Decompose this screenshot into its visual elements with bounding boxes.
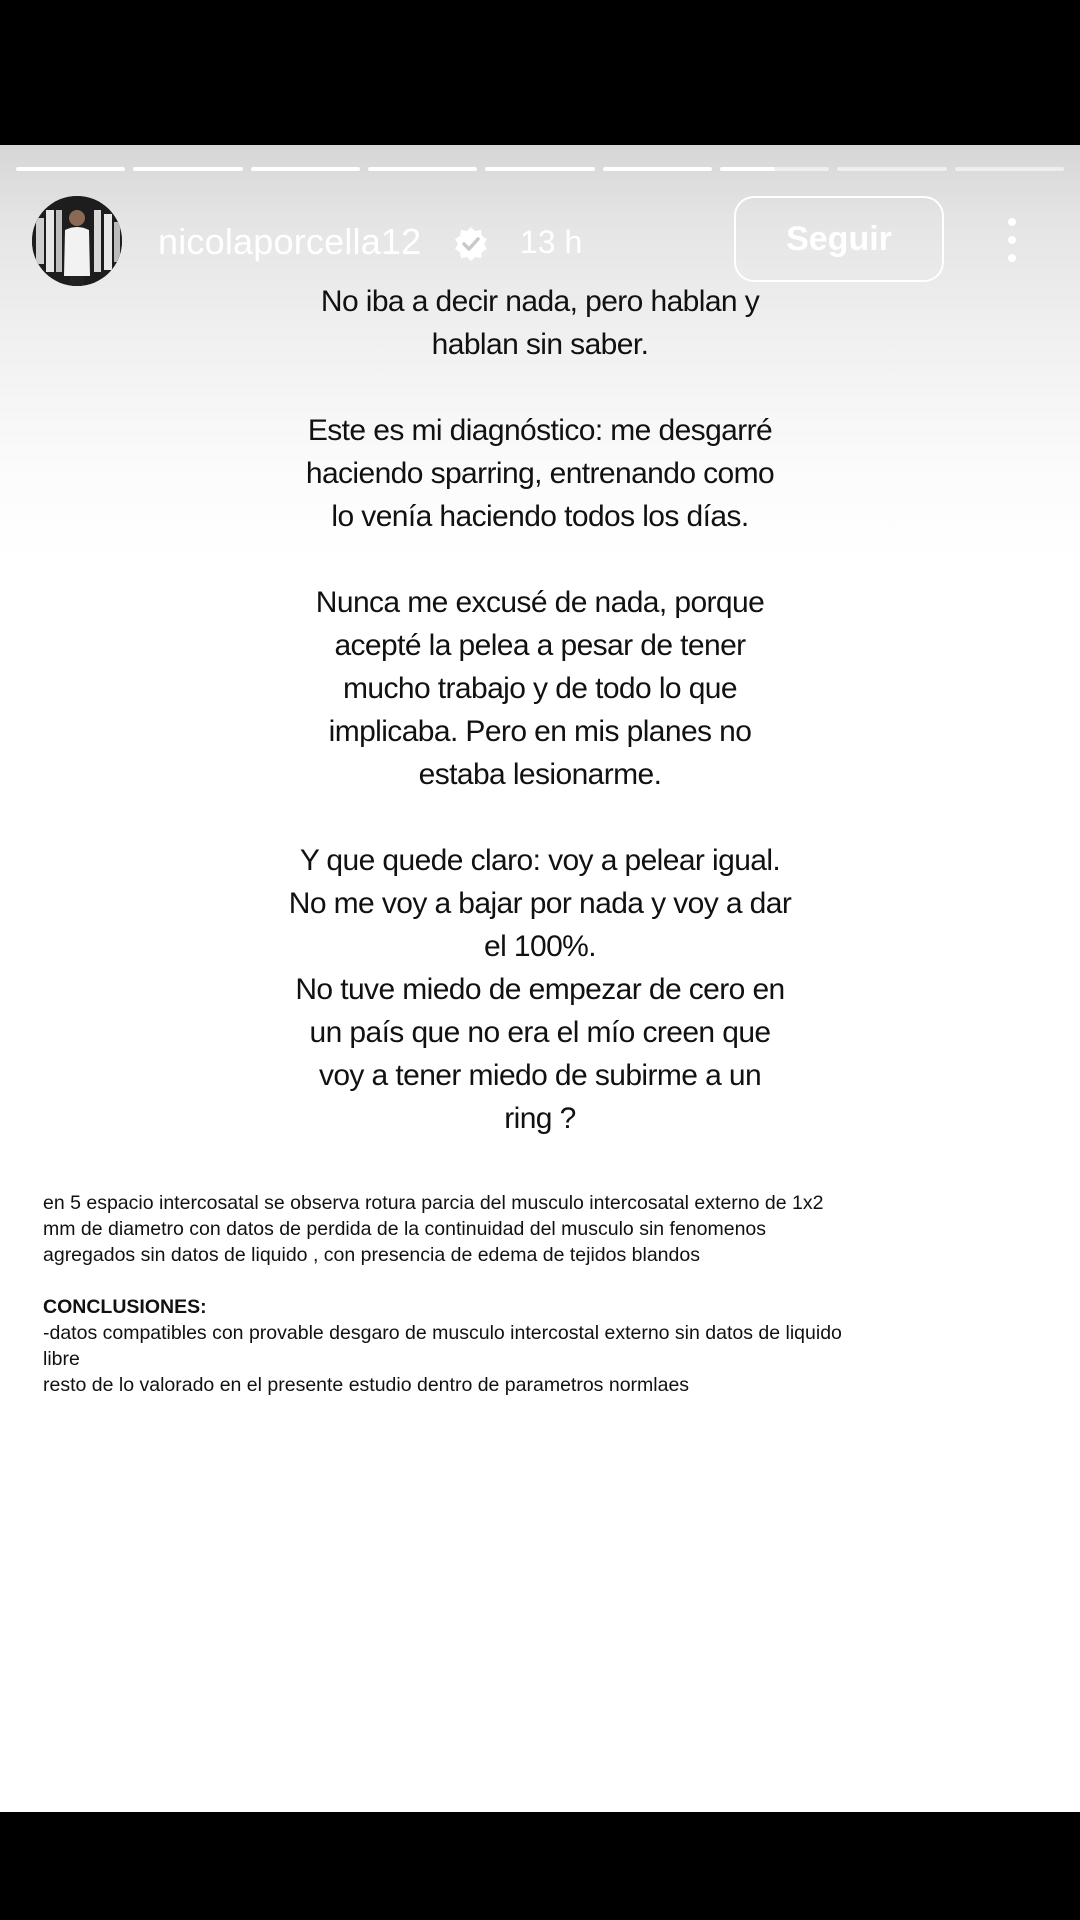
progress-segment xyxy=(603,167,712,171)
bottom-black-bar xyxy=(0,1812,1080,1920)
story-time: 13 h xyxy=(520,224,583,260)
more-vertical-icon[interactable] xyxy=(996,210,1028,270)
progress-segment xyxy=(16,167,125,171)
avatar[interactable] xyxy=(32,196,122,286)
more-dot xyxy=(1008,218,1016,226)
message-paragraph: Este es mi diagnóstico: me desgarré haciendo sparring, entrenando como lo venía haciendo todos los días. xyxy=(305,414,775,533)
more-dot xyxy=(1008,254,1016,262)
message-paragraph: Y que quede claro: voy a pelear igual. No me voy a bajar por nada y voy a dar el 100%. No tuve miedo de empezar de cero en un país que no era el mío creen que voy a tener miedo de subirme a un ring ? xyxy=(288,844,792,1135)
follow-button[interactable]: Seguir xyxy=(734,196,944,282)
message-paragraph: Nunca me excusé de nada, porque acepté la pelea a pesar de tener mucho trabajo y de todo lo que implicaba. Pero en mis planes no estaba lesionarme. xyxy=(315,586,765,791)
progress-segment xyxy=(368,167,477,171)
progress-segment xyxy=(837,167,946,171)
report-conclusions-text: -datos compatibles con provable desgaro de musculo intercostal externo sin datos de liquido libre resto de lo valorado en el presente estudio dentro de parametros normlaes xyxy=(43,1322,842,1396)
progress-segment xyxy=(955,167,1064,171)
report-findings: en 5 espacio intercosatal se observa rotura parcia del musculo intercosatal externo de 1x2 mm de diametro con datos de perdida de la continuidad del musculo sin fenomenos agregados sin datos de liquido , con presencia de edema de tejidos blandos xyxy=(43,1192,824,1266)
progress-segment-current xyxy=(720,167,829,171)
verified-badge-icon xyxy=(452,225,490,263)
username[interactable]: nicolaporcella12 xyxy=(158,221,422,262)
message-paragraph: No iba a decir nada, pero hablan y hablan sin saber. xyxy=(320,285,760,361)
story-progress-bar xyxy=(16,167,1064,171)
progress-segment xyxy=(251,167,360,171)
more-dot xyxy=(1008,236,1016,244)
progress-segment xyxy=(485,167,594,171)
progress-segment xyxy=(133,167,242,171)
report-conclusions-heading: CONCLUSIONES: xyxy=(43,1296,207,1318)
top-black-bar xyxy=(0,0,1080,145)
medical-report xyxy=(43,1190,1043,1398)
story-message xyxy=(265,280,815,1183)
